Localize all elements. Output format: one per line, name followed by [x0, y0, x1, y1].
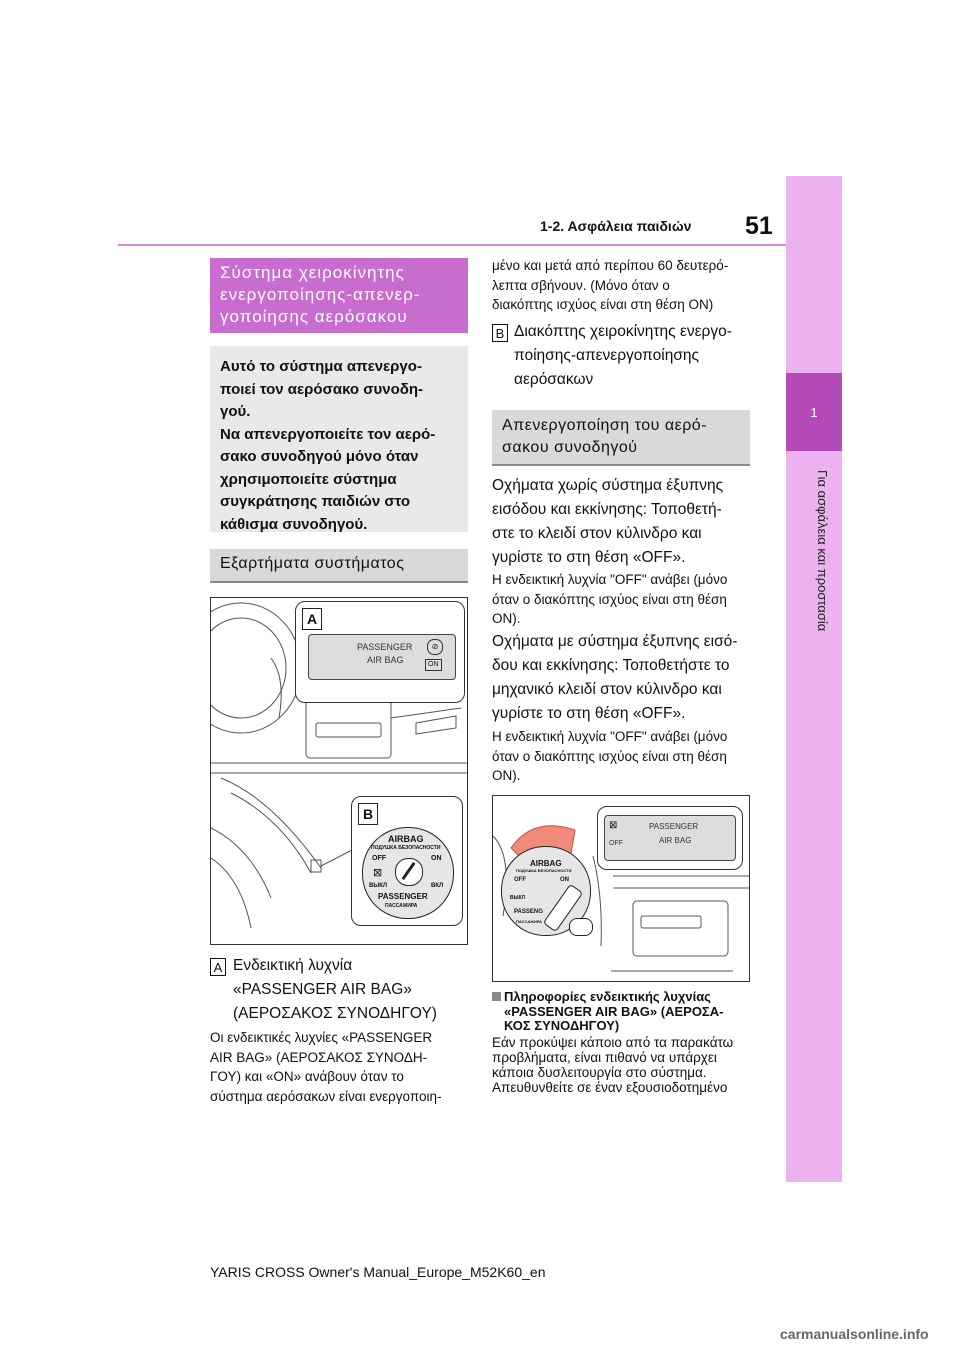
para1-line: Οχήματα χωρίς σύστημα έξυπνης [492, 477, 724, 494]
key-cylinder [395, 858, 423, 886]
item-a-desc-line: σύστημα αερόσακων είναι ενεργοποιη- [210, 1088, 442, 1104]
switch-off-ru: ВЫКЛ [369, 883, 388, 889]
info-heading [492, 990, 762, 1034]
off-indicator-callout [597, 806, 743, 870]
paragraph-smart-entry [492, 630, 762, 726]
indicator-panel [308, 634, 456, 680]
item-a-line: Ενδεικτική λυχνία [233, 957, 353, 974]
switch-airbag: AIRBAG [388, 834, 424, 844]
switch-passenger-ru: ПАССАЖИРА [516, 919, 542, 924]
deactivate-heading-line: σακου συνοδηγού [502, 439, 638, 456]
paragraph-no-smart-entry [492, 474, 762, 570]
info-line: προβλήματα, είναι πιθανό να υπάρχει [492, 1050, 717, 1065]
cont-line: διακόπτης ισχύος είναι στη θέση ON) [492, 297, 714, 312]
side-tab [786, 176, 842, 1182]
warning-line: Αυτό το σύστημα απενεργο- [220, 358, 422, 375]
para2-line: δου και εκκίνησης: Τοποθετήστε το [492, 657, 730, 674]
info-line: Εάν προκύψει κάποιο από τα παρακάτω [492, 1035, 734, 1050]
para2-line: μηχανικό κλειδί στον κύλινδρο και [492, 681, 722, 698]
side-tab-label: Για ασφάλεια και προστασία [815, 470, 830, 632]
key-ring [569, 918, 593, 936]
page-number: 51 [745, 212, 773, 240]
info-heading-line: ΚΟΣ ΣΥΝΟΔΗΓΟΥ) [504, 1018, 620, 1033]
components-heading: Εξαρτήματα συστήματος [210, 549, 468, 583]
cont-line: μένο και μετά από περίπου 60 δευτερό- [492, 258, 729, 273]
warning-line: γού. [220, 403, 251, 420]
note2-line: όταν ο διακόπτης ισχύος είναι στη θέση [492, 748, 727, 764]
switch-passenger: PASSENGER [378, 892, 428, 901]
item-a-line: (ΑΕΡΟΣΑΚΟΣ ΣΥΝΟΔΗΓΟΥ) [233, 1005, 437, 1022]
indicator-on: ON [425, 659, 442, 671]
info-heading-line: «PASSENGER AIR BAG» (ΑΕΡΟΣΑ- [504, 1003, 724, 1019]
info-text [492, 1035, 762, 1095]
item-a-desc-line: AIR BAG» (ΑΕΡΟΣΑΚΟΣ ΣΥΝΟΔΗ- [210, 1049, 428, 1065]
item-b-line: Διακόπτης χειροκίνητης ενεργο- [514, 323, 732, 340]
para1-line: γυρίστε το στη θέση «OFF». [492, 549, 686, 566]
key-turn-figure [492, 795, 750, 982]
switch-off: OFF [514, 877, 526, 883]
passenger-airbag-icon: ⊘ [427, 639, 443, 655]
deactivate-heading [492, 410, 750, 466]
para2-line: Οχήματα με σύστημα έξυπνης εισό- [492, 633, 738, 650]
cont-line: λεπτα σβήνουν. (Μόνο όταν ο [492, 277, 670, 293]
switch-off-ru: ВЫКЛ [510, 895, 526, 901]
info-line: κάποια δυσλειτουργία στο σύστημα. [492, 1065, 707, 1080]
note-off-indicator-2 [492, 727, 762, 786]
switch-on-ru: ВКЛ [431, 883, 444, 889]
callout-a-panel [295, 601, 465, 703]
switch-on: ON [431, 855, 442, 862]
components-figure [210, 597, 468, 945]
airbag-switch [362, 827, 454, 919]
item-a-title [233, 954, 473, 1026]
item-a-description [210, 1028, 475, 1106]
note2-line: ON). [492, 768, 521, 783]
deactivate-heading-line: Απενεργοποίηση του αερό- [502, 417, 708, 434]
item-a-description-cont [492, 256, 762, 315]
switch-passenger-ru: ПАССАЖИРА [385, 903, 418, 909]
para1-line: στε το κλειδί στον κύλινδρο και [492, 525, 702, 542]
info-line: Απευθυνθείτε σε έναν εξουσιοδοτημένο [492, 1080, 728, 1095]
item-b-line: ποίησης-απενεργοποίησης [514, 347, 699, 364]
note1-line: ON). [492, 611, 521, 626]
callout-a-label: A [302, 608, 322, 630]
section-heading-system: Σύστημα χειροκίνητης ενεργοποίησης-απενερ-γοποίησης αερόσακου [210, 258, 468, 333]
airbag-off-icon: ⊠ [373, 867, 383, 879]
note2-line: Η ενδεικτική λυχνία "OFF" ανάβει (μόνο [492, 729, 728, 744]
indicator-passenger: PASSENGER [649, 822, 699, 831]
switch-on: ON [560, 877, 569, 883]
para2-line: γυρίστε το στη θέση «OFF». [492, 705, 686, 722]
indicator-air-bag: AIR BAG [659, 836, 692, 845]
key-slot [402, 862, 416, 880]
watermark: carmanualsonline.info [780, 1326, 929, 1342]
note1-line: όταν ο διακόπτης ισχύος είναι στη θέση [492, 591, 727, 607]
section-title: 1-2. Ασφάλεια παιδιών [540, 218, 692, 234]
warning-line: Να απενεργοποιείτε τον αερό- [220, 425, 436, 443]
warning-line: συγκράτησης παιδιών στο [220, 493, 411, 510]
item-b-line: αερόσακων [514, 371, 594, 388]
item-b-title [514, 320, 764, 392]
indicator-off: OFF [609, 840, 623, 847]
warning-line: ποιεί τον αερόσακο συνοδη- [220, 380, 424, 398]
warning-line: σακο συνοδηγού μόνο όταν [220, 448, 419, 465]
indicator-passenger: PASSENGER [357, 642, 413, 652]
info-heading-line: Πληροφορίες ενδεικτικής λυχνίας [492, 990, 762, 1005]
note-off-indicator-1 [492, 570, 762, 629]
indicator-air-bag: AIR BAG [367, 655, 404, 665]
para1-line: εισόδου και εκκίνησης: Τοποθετή- [492, 501, 722, 518]
note1-line: Η ενδεικτική λυχνία "OFF" ανάβει (μόνο [492, 572, 728, 587]
switch-off: OFF [372, 855, 386, 862]
square-bullet-icon [492, 992, 501, 1001]
callout-b-label: B [358, 803, 378, 825]
switch-airbag-ru: ПОДУШКА БЕЗОПАСНОСТИ [516, 868, 572, 873]
header-rule [118, 244, 842, 246]
warning-line: κάθισμα συνοδηγού. [220, 515, 368, 533]
side-tab-number: 1 [786, 373, 842, 451]
item-a-line: «PASSENGER AIR BAG» [233, 981, 412, 998]
switch-airbag-ru: ПОДУШКА БЕЗОПАСНОСТИ [371, 845, 441, 851]
off-indicator-panel [604, 815, 736, 861]
switch-passenger: PASSENG [514, 909, 543, 915]
footer-text: YARIS CROSS Owner's Manual_Europe_M52K60_en [210, 1264, 546, 1280]
item-b-label: B [492, 324, 508, 342]
item-a-desc-line: ΓΟΥ) και «ON» ανάβουν όταν το [210, 1069, 404, 1084]
switch-airbag: AIRBAG [530, 859, 562, 868]
warning-box [210, 346, 468, 532]
callout-b-panel [351, 796, 463, 926]
item-a-desc-line: Οι ενδεικτικές λυχνίες «PASSENGER [210, 1030, 433, 1045]
airbag-off-icon: ⊠ [609, 820, 618, 831]
warning-line: χρησιμοποιείτε σύστημα [220, 470, 397, 488]
item-a-label: A [210, 958, 226, 976]
